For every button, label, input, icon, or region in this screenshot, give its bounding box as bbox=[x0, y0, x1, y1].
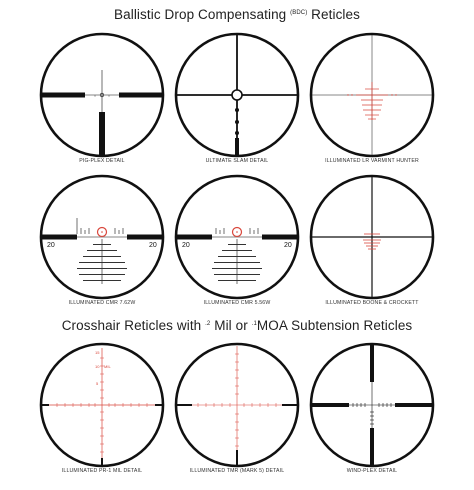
reticle-caption: ILLUMINATED PR-1 MIL DETAIL bbox=[61, 468, 143, 474]
reticle-caption: ILLUMINATED LR VARMINT HUNTER bbox=[325, 158, 419, 164]
range-number-right: 20 bbox=[284, 242, 292, 249]
reticle-caption: PIG-PLEX DETAIL bbox=[79, 158, 125, 164]
scale-unit-mil: MIL bbox=[104, 364, 111, 369]
range-number-left: 20 bbox=[47, 242, 55, 249]
tmr-mark5-reticle-diagram bbox=[172, 340, 302, 470]
reticle-caption: ILLUMINATED TMR (MARK 5) DETAIL bbox=[189, 468, 285, 474]
scale-number-5: 5 bbox=[96, 381, 99, 386]
range-number-right: 20 bbox=[149, 242, 157, 249]
range-number-left: 20 bbox=[182, 242, 190, 249]
lr-varmint-hunter-reticle-diagram bbox=[307, 30, 437, 160]
reticle-caption: ILLUMINATED CMR 7.62W bbox=[68, 300, 136, 306]
reticle-caption: WIND-PLEX DETAIL bbox=[346, 468, 398, 474]
crosshair-section-title: Crosshair Reticles with $^{.2}$ Mil or $^{.1}$MOA Subtension Reticles bbox=[61, 318, 413, 333]
wind-plex-reticle-diagram bbox=[307, 340, 437, 470]
reticle-caption: ILLUMINATED BOONE & CROCKETT bbox=[325, 300, 419, 306]
reticle-caption: ILLUMINATED CMR 5.56W bbox=[203, 300, 271, 306]
boone-crockett-reticle-diagram bbox=[307, 172, 437, 302]
scale-number-10: 10 bbox=[95, 364, 100, 369]
ultimate-slam-reticle-diagram bbox=[172, 30, 302, 160]
cmr-556w-reticle-diagram bbox=[172, 172, 302, 302]
reticle-caption: ULTIMATE SLAM DETAIL bbox=[205, 158, 269, 164]
pig-plex-reticle-diagram bbox=[37, 30, 167, 160]
cmr-762w-reticle-diagram bbox=[37, 172, 167, 302]
bdc-section-title: Ballistic Drop Compensating $^{(BDC)}$ Reticles bbox=[114, 7, 360, 22]
pr1-mil-reticle-diagram bbox=[37, 340, 167, 470]
scale-number-15: 15 bbox=[95, 350, 100, 355]
